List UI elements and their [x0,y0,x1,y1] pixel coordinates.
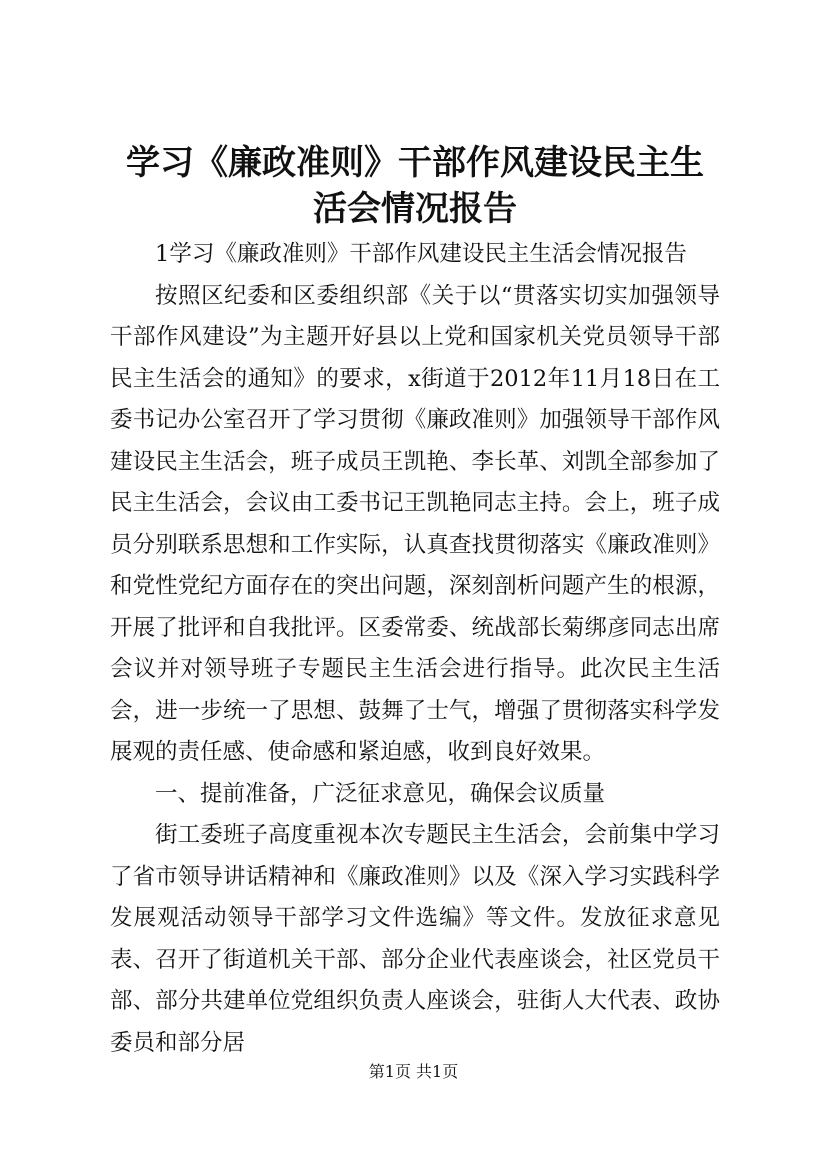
document-title: 学习《廉政准则》干部作风建设民主生活会情况报告 [126,143,704,229]
paragraph-subtitle: 1学习《廉政准则》干部作风建设民主生活会情况报告 [155,241,687,267]
document-body [110,234,720,1064]
section-heading: 一、提前准备，广泛征求意见，确保会议质量 [155,780,606,807]
paragraph-section-one: 街工委班子高度重视本次专题民主生活会，会前集中学习了省市领导讲话精神和《廉政准则》以及《深入学习实践科学发展观活动领导干部学习文件选编》等文件。发放征求意见表、召开了街道机关干部、部分企业代表座谈会，社区党员干部、部分共建单位党组织负责人座谈会，驻街人大代表、政协委员和部分居 [110,822,720,1056]
page-footer: 第1页 共1页 [368,1062,459,1081]
paragraph-intro: 按照区纪委和区委组织部《关于以“贯落实切实加强领导干部作风建设”为主题开好县以上党和国家机关党员领导干部民主生活会的通知》的要求，x街道于2012年11月18日在工委书记办公室召开了学习贯彻《廉政准则》加强领导干部作风建设民主生活会，班子成员王凯艳、李长革、刘凯全部参加了民主生活会，会议由工委书记王凯艳同志主持。会上，班子成员分别联系思想和工作实际，认真查找贯彻落实《廉政准则》和党性党纪方面存在的突出问题，深刻剖析问题产生的根源，开展了批评和自我批评。区委常委、统战部长菊绑彦同志出席会议并对领导班子专题民主生活会进行指导。此次民主生活会，进一步统一了思想、鼓舞了士气，增强了贯彻落实科学发展观的责任感、使命感和紧迫感，收到良好效果。 [110,282,720,765]
